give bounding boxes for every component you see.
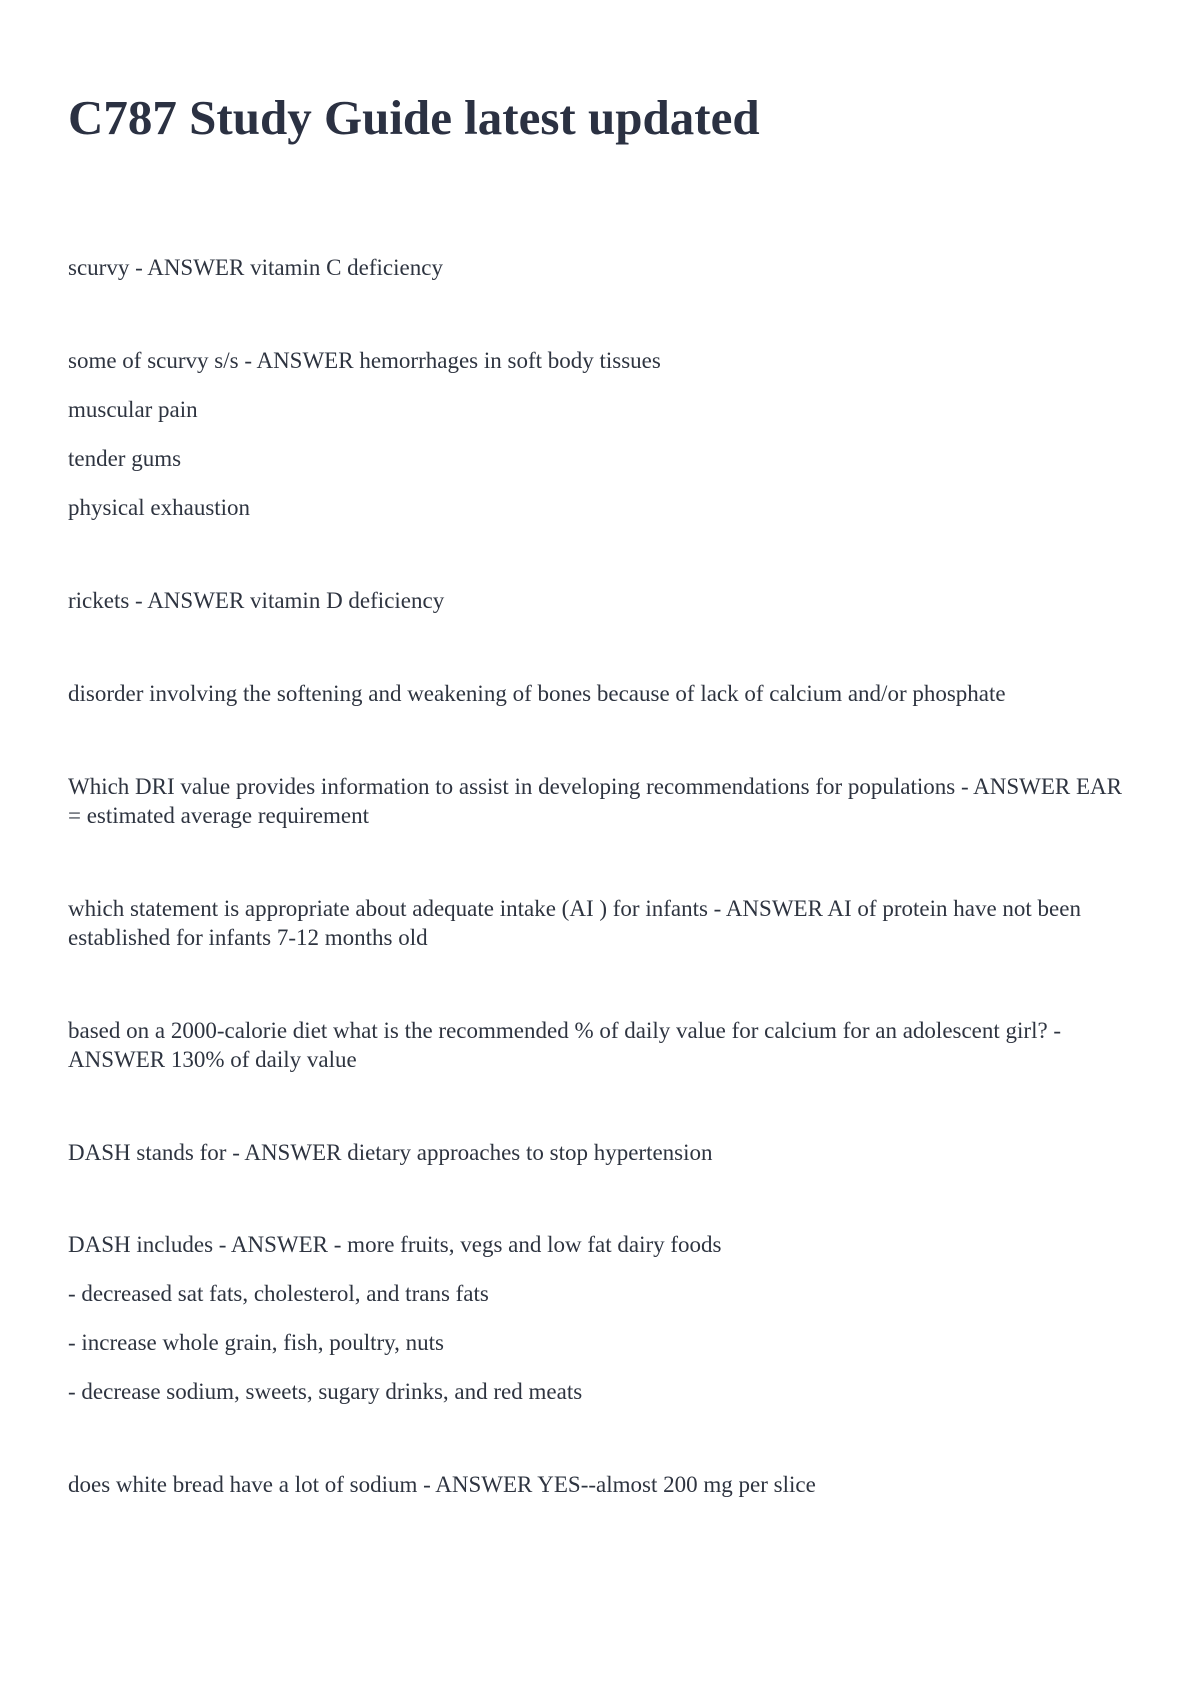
entry-scurvy-symptom-muscular-pain: muscular pain (68, 397, 198, 422)
entry-white-bread-sodium: does white bread have a lot of sodium - ANSWER YES--almost 200 mg per slice (68, 1472, 816, 1497)
entry-scurvy-symptom-exhaustion: physical exhaustion (68, 495, 251, 520)
entry-dash-includes: DASH includes - ANSWER - more fruits, vegs and low fat dairy foods (68, 1232, 722, 1257)
entry-scurvy-symptoms: some of scurvy s/s - ANSWER hemorrhages in soft body tissues (68, 348, 661, 373)
entry-dash-item-fats: - decreased sat fats, cholesterol, and trans fats (68, 1281, 489, 1306)
entry-calcium-daily-value: based on a 2000-calorie diet what is the recommended % of daily value for calcium for an adolescent girl? - ANSWER 130% of daily value (68, 1018, 1062, 1072)
entry-scurvy: scurvy - ANSWER vitamin C deficiency (68, 255, 443, 280)
entry-dash-definition: DASH stands for - ANSWER dietary approaches to stop hypertension (68, 1140, 713, 1165)
entry-ai-infants: which statement is appropriate about adequate intake (AI ) for infants - ANSWER AI of protein have not been established for infants 7-12 months old (68, 896, 1081, 950)
document-title: C787 Study Guide latest updated (68, 90, 760, 145)
entry-dash-item-grains: - increase whole grain, fish, poultry, nuts (68, 1330, 444, 1355)
entry-rickets-definition: disorder involving the softening and weakening of bones because of lack of calcium and/or phosphate (68, 681, 1006, 706)
entry-rickets: rickets - ANSWER vitamin D deficiency (68, 588, 445, 613)
entry-dash-item-sodium: - decrease sodium, sweets, sugary drinks, and red meats (68, 1379, 583, 1404)
entry-dri-question: Which DRI value provides information to assist in developing recommendations for populations - ANSWER EAR = estimated average requirement (68, 774, 1122, 828)
entry-scurvy-symptom-tender-gums: tender gums (68, 446, 182, 471)
